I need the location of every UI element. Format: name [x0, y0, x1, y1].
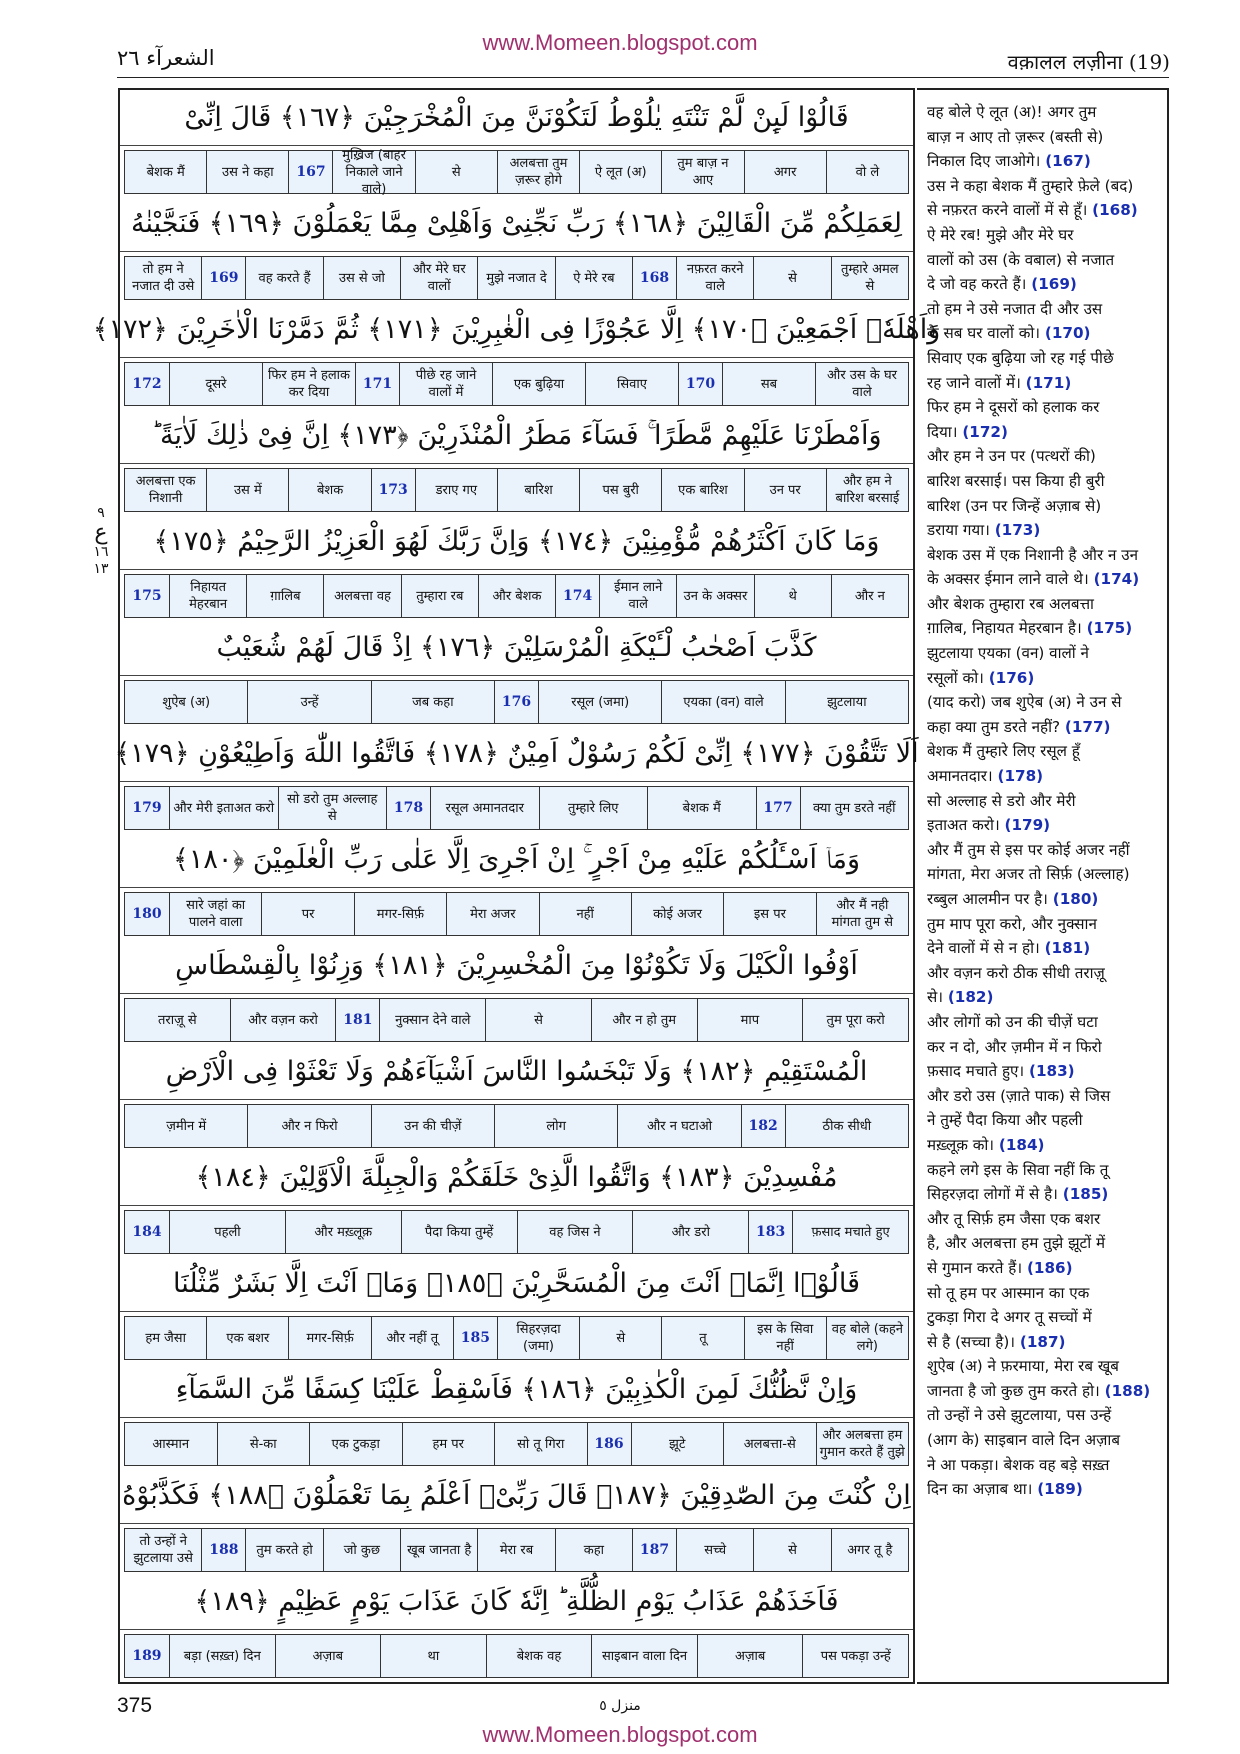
- translation-line: दे जो वह करते हैं। (169): [927, 275, 1077, 294]
- gloss-cell: बेशक: [288, 469, 370, 511]
- arabic-verse-line: اَلَا تَتَّقُوْنَ ﴿١٧٧﴾ اِنِّیْ لَكُمْ رَسُوْلٌ اَمِيْنٌ ﴿١٧٨﴾ فَاتَّقُوا اللّٰهَ وَاَطِيْعُوْنِ ﴿١٧٩﴾: [120, 726, 913, 782]
- gloss-cell: दूसरे: [169, 363, 262, 405]
- translation-verse-number: (177): [1064, 717, 1111, 736]
- translation-verse-number: (173): [994, 521, 1041, 540]
- gloss-cell: थे: [754, 575, 831, 617]
- translation-line: (याद करो) जब शुऐब (अ) ने उन से: [927, 693, 1122, 712]
- gloss-cell: वह बोले (कहने लगे): [826, 1317, 908, 1359]
- translation-line: दिन का अज़ाब था। (189): [927, 1480, 1083, 1499]
- verse-number-cell: 183: [748, 1211, 792, 1253]
- gloss-cell: और मेरी इताअत करो: [169, 787, 278, 829]
- gloss-cell: डराए गए: [415, 469, 497, 511]
- gloss-cell: रसूल अमानतदार: [430, 787, 539, 829]
- gloss-cell: अज़ाब: [697, 1635, 803, 1677]
- gloss-cell: से-का: [217, 1423, 310, 1465]
- gloss-cell: तुम करते हो: [245, 1529, 322, 1571]
- gloss-cell: शुऐब (अ): [162, 694, 211, 710]
- gloss-cell: फ़साद मचाते हुए: [792, 1211, 908, 1253]
- translation-line: और तू सिर्फ़ हम जैसा एक बशर: [927, 1209, 1101, 1228]
- verse-number-cell: 180: [132, 905, 162, 922]
- gloss-cell: तुम्हारे अमल से: [831, 257, 908, 299]
- gloss-cell: से: [753, 257, 830, 299]
- manzil-label: منزل ٥: [599, 1698, 641, 1714]
- gloss-cell: बड़ा (सख़्त) दिन: [169, 1635, 275, 1677]
- gloss-row: [124, 786, 909, 830]
- gloss-cell: से: [415, 151, 497, 193]
- gloss-cell: तुम पूरा करो: [802, 999, 908, 1041]
- translation-verse-number: (182): [947, 988, 994, 1007]
- translation-verse-number: (176): [988, 668, 1035, 687]
- gloss-cell: सब: [722, 363, 815, 405]
- verse-number-cell: 176: [494, 681, 538, 723]
- gloss-cell: हम जैसा: [145, 1330, 186, 1346]
- verse-number-cell: 185: [453, 1317, 497, 1359]
- gloss-cell: मुझे नजात दे: [477, 257, 554, 299]
- gloss-cell: ग़ालिब: [246, 575, 323, 617]
- gloss-cell: सारे जहां का पालने वाला: [169, 893, 261, 935]
- gloss-cell: और बेशक: [478, 575, 555, 617]
- verse-number-cell: 184: [132, 1223, 162, 1240]
- verse-block: [120, 1044, 913, 1150]
- gloss-cell: सिवाए: [585, 363, 678, 405]
- translation-verse-number: (183): [1029, 1062, 1075, 1081]
- gloss-cell: बारिश: [497, 469, 579, 511]
- translation-verse-number: (186): [1026, 1258, 1073, 1277]
- verse-block: [120, 938, 913, 1044]
- translation-line: मख़्लूक़ को। (184): [927, 1135, 1045, 1154]
- verse-number-cell: 170: [678, 363, 722, 405]
- gloss-row: [124, 1528, 909, 1572]
- verse-number-cell: 187: [632, 1529, 676, 1571]
- gloss-row: [124, 256, 909, 300]
- gloss-cell: और उस के घर वाले: [815, 363, 908, 405]
- gloss-cell: उस में: [206, 469, 288, 511]
- arabic-verse-line: اَوْفُوا الْكَيْلَ وَلَا تَكُوْنُوْا مِنَ الْمُخْسِرِيْنَ ﴿١٨١﴾ وَزِنُوْا بِالْقِسْطَاسِ: [120, 938, 913, 994]
- gloss-row: [124, 468, 909, 512]
- gloss-cell: और मख़्लूक़: [285, 1211, 401, 1253]
- translation-line: कर न दो, और ज़मीन में न फिरो: [927, 1037, 1102, 1056]
- gloss-cell: और डरो: [632, 1211, 748, 1253]
- translation-line: जानता है जो कुछ तुम करते हो। (188): [927, 1381, 1151, 1400]
- gloss-cell: ऐ मेरे रब: [555, 257, 632, 299]
- ruku-marker-line: ١٣: [93, 561, 109, 577]
- verse-number-cell: 171: [355, 363, 399, 405]
- gloss-cell: मगर-सिर्फ़: [288, 1317, 370, 1359]
- verse-block: [120, 408, 913, 514]
- translation-verse-number: (187): [1019, 1332, 1066, 1351]
- gloss-cell: सो तू गिरा: [494, 1423, 587, 1465]
- gloss-cell: उन के अक्सर: [676, 575, 753, 617]
- translation-line: से है (सच्चा है)। (187): [927, 1332, 1066, 1351]
- translation-verse-number: (169): [1031, 275, 1077, 294]
- surah-name: الشعرآء ٢٦: [117, 46, 215, 70]
- translation-line: के अक्सर ईमान लाने वाले थे। (174): [927, 570, 1140, 589]
- translation-line: सो तू हम पर आस्मान का एक: [927, 1283, 1090, 1302]
- gloss-cell: पस पकड़ा उन्हें: [802, 1635, 908, 1677]
- gloss-cell: कहा: [555, 1529, 632, 1571]
- gloss-cell: एक बारिश: [661, 469, 743, 511]
- gloss-cell: नुक्सान देने वाले: [379, 999, 485, 1041]
- translation-line: (आग के) साइबान वाले दिन अज़ाब: [927, 1431, 1120, 1450]
- translation-line: रसूलों को। (176): [927, 668, 1035, 687]
- gloss-cell: एयका (वन) वाले: [661, 681, 784, 723]
- gloss-cell: बेशक वह: [486, 1635, 592, 1677]
- gloss-cell: मुख़्रिज (बाहर निकाले जाने वाले): [332, 151, 414, 193]
- site-url-bottom: www.Momeen.blogspot.com: [482, 1722, 758, 1747]
- translation-line: वह बोले ऐ लूत (अ)! अगर तुम: [927, 103, 1097, 121]
- arabic-verse-line: وَمَاۤ اَسْـَٔلُكُمْ عَلَيْهِ مِنْ اَجْرٍ ۚ اِنْ اَجْرِیَ اِلَّا عَلٰی رَبِّ الْعٰلَمِيْنَ ﴿١٨٠﴾: [120, 832, 913, 888]
- arabic-verse-line: اِنْ كُنْتَ مِنَ الصّٰدِقِيْنَ ﴿١٨٧﴾ قَالَ رَبِّیْۤ اَعْلَمُ بِمَا تَعْمَلُوْنَ ﴿١٨٨﴾ فَكَذَّبُوْهُ: [120, 1468, 913, 1524]
- gloss-cell: अगर तू है: [831, 1529, 908, 1571]
- translation-line: ऐ मेरे रब! मुझे और मेरे घर: [927, 225, 1074, 244]
- translation-line: तो हम ने उसे नजात दी और उस: [927, 299, 1103, 318]
- translation-line: ने तुम्हें पैदा किया और पहली: [927, 1111, 1083, 1130]
- gloss-row: [124, 1422, 909, 1466]
- gloss-cell: पहली: [169, 1211, 285, 1253]
- translation-line: उस ने कहा बेशक मैं तुम्हारे फ़ेले (बद): [927, 176, 1134, 195]
- gloss-cell: पर: [261, 893, 353, 935]
- page-number: 375: [117, 1694, 153, 1717]
- verse-number-cell: 186: [587, 1423, 631, 1465]
- gloss-cell: और न हो तुम: [591, 999, 697, 1041]
- translation-line: दिया। (172): [927, 422, 1008, 441]
- arabic-verse-line: وَاِنْ نَّظُنُّكَ لَمِنَ الْكٰذِبِيْنَ ﴿١٨٦﴾ فَاَسْقِطْ عَلَيْنَا كِسَفًا مِّنَ السَّمَآءِ: [120, 1362, 913, 1418]
- gloss-cell: मेरा रब: [477, 1529, 554, 1571]
- translation-verse-number: (178): [997, 767, 1044, 786]
- verse-block: [120, 832, 913, 938]
- gloss-cell: जब कहा: [371, 681, 494, 723]
- translation-line: और बेशक तुम्हारा रब अलबत्ता: [927, 594, 1094, 613]
- verse-number-cell: 173: [371, 469, 415, 511]
- verse-block: [120, 514, 913, 620]
- translation-line: और लोगों को उन की चीज़ें घटा: [927, 1012, 1098, 1031]
- gloss-cell: एक टुकड़ा: [309, 1423, 402, 1465]
- verse-block: [120, 196, 913, 302]
- gloss-cell: और मेरे घर वालों: [400, 257, 477, 299]
- gloss-cell: क्या तुम डरते नहीं: [800, 787, 909, 829]
- translation-line: डराया गया। (173): [927, 521, 1041, 540]
- gloss-row: [124, 147, 909, 197]
- gloss-row: [124, 998, 909, 1042]
- gloss-cell: उन्हें: [247, 681, 370, 723]
- gloss-cell: और अलबत्ता हम गुमान करते हैं तुझे: [816, 1423, 909, 1465]
- translation-line: रह जाने वालों में। (171): [927, 373, 1072, 392]
- gloss-cell: सो डरो तुम अल्लाह से: [278, 787, 387, 829]
- gloss-row: [124, 892, 909, 936]
- gloss-cell: अज़ाब: [275, 1635, 381, 1677]
- gloss-cell: झुटलाया: [785, 681, 908, 723]
- translation-line: मांगता, मेरा अजर तो सिर्फ़ (अल्लाह): [927, 865, 1130, 884]
- gloss-cell: ईमान लाने वाले: [599, 575, 676, 617]
- gloss-cell: नफ़रत करने वाले: [676, 257, 753, 299]
- verse-block: [120, 620, 913, 726]
- gloss-row: [124, 1634, 909, 1678]
- translation-verse-number: (188): [1104, 1381, 1151, 1400]
- gloss-cell: पस बुरी: [579, 469, 661, 511]
- site-url-top: www.Momeen.blogspot.com: [482, 30, 758, 55]
- translation-line: बाज़ न आए तो ज़रूर (बस्ती से): [927, 127, 1104, 146]
- translation-line: और डरो उस (ज़ाते पाक) से जिस: [927, 1086, 1111, 1105]
- gloss-cell: अलबत्ता तुम ज़रूर होगे: [497, 151, 579, 193]
- verse-number-cell: 182: [741, 1105, 785, 1147]
- gloss-cell: बेशक मैं: [647, 787, 756, 829]
- gloss-cell: लोग: [494, 1105, 617, 1147]
- gloss-cell: फिर हम ने हलाक कर दिया: [262, 363, 355, 405]
- gloss-cell: और न फिरो: [247, 1105, 370, 1147]
- verse-block: [92, 302, 941, 408]
- arabic-verse-line: وَمَا كَانَ اَكْثَرُهُمْ مُّؤْمِنِيْنَ ﴿١٧٤﴾ وَاِنَّ رَبَّكَ لَهُوَ الْعَزِيْزُ الرَّحِيْمُ ﴿١٧٥﴾: [120, 514, 913, 570]
- translation-line: बेशक मैं तुम्हारे लिए रसूल हूँ: [927, 742, 1080, 761]
- translation-verse-number: (174): [1093, 570, 1140, 589]
- gloss-cell: तुम्हारे लिए: [539, 787, 648, 829]
- verse-number-cell: 178: [386, 787, 430, 829]
- gloss-cell: अलबत्ता एक निशानी: [135, 474, 196, 506]
- ruku-marker: [88, 505, 114, 578]
- translation-line: रब्बुल आलमीन पर है। (180): [927, 890, 1099, 908]
- gloss-cell: माप: [697, 999, 803, 1041]
- translation-line: सिवाए एक बुढ़िया जो रह गई पीछे: [927, 348, 1114, 367]
- gloss-cell: खूब जानता है: [400, 1529, 477, 1571]
- gloss-cell: नहीं: [539, 893, 631, 935]
- verse-number-cell: 188: [201, 1529, 245, 1571]
- translation-line: सो अल्लाह से डरो और मेरी: [927, 791, 1076, 810]
- translation-line: फ़साद मचाते हुए। (183): [927, 1062, 1075, 1081]
- ruku-marker-line: ع: [94, 520, 108, 545]
- translation-line: अमानतदार। (178): [927, 767, 1044, 786]
- gloss-cell: से: [753, 1529, 830, 1571]
- translation-line: और हम ने उन पर (पत्थरों की): [927, 447, 1096, 466]
- translation-line: बारिश बरसाई। पस किया ही बुरी: [927, 471, 1105, 490]
- verse-block: [120, 1574, 913, 1680]
- translation-line: ने आ पकड़ा। बेशक वह बड़े सख़्त: [927, 1455, 1110, 1474]
- verse-block: [120, 90, 913, 196]
- translation-verse-number: (184): [998, 1135, 1045, 1154]
- gloss-cell: अलबत्ता वह: [323, 575, 400, 617]
- gloss-cell: अगर: [744, 151, 826, 193]
- verse-block: [120, 1468, 913, 1574]
- gloss-cell: और न घटाओ: [617, 1105, 740, 1147]
- translation-line: शुऐब (अ) ने फ़रमाया, मेरा रब खूब: [927, 1357, 1119, 1376]
- gloss-cell: से: [485, 999, 591, 1041]
- gloss-row: [124, 362, 909, 406]
- translation-line: ग़ालिब, निहायत मेहरबान है। (175): [927, 619, 1133, 638]
- translation-line: इताअत करो। (179): [927, 816, 1051, 835]
- header-divider: [117, 77, 1169, 78]
- gloss-cell: हम पर: [402, 1423, 495, 1465]
- translation-verse-number: (179): [1004, 816, 1051, 835]
- gloss-cell: तराज़ू से: [157, 1012, 197, 1028]
- translation-line: टुकड़ा गिरा दे अगर तू सच्चों में: [927, 1308, 1092, 1327]
- gloss-cell: और वज़न करो: [230, 999, 336, 1041]
- translation-verse-number: (170): [1044, 324, 1091, 343]
- gloss-cell: जो कुछ: [323, 1529, 400, 1571]
- translation-line: तुम माप पूरा करो, और नुक्सान: [927, 914, 1097, 933]
- gloss-cell: उन पर: [744, 469, 826, 511]
- gloss-cell: रसूल (जमा): [538, 681, 661, 723]
- gloss-cell: इस के सिवा नहीं: [744, 1317, 826, 1359]
- verse-block: [120, 1150, 913, 1256]
- gloss-cell: एक बशर: [206, 1317, 288, 1359]
- gloss-cell: और न: [831, 575, 908, 617]
- gloss-cell: था: [380, 1635, 486, 1677]
- gloss-cell: निहायत मेहरबान: [169, 575, 246, 617]
- gloss-cell: और हम ने बारिश बरसाई: [826, 469, 908, 511]
- gloss-cell: तो उन्हों ने झुटलाया उसे: [133, 1534, 193, 1566]
- gloss-cell: से: [579, 1317, 661, 1359]
- translation-line: से। (182): [927, 988, 994, 1007]
- verse-number-cell: 174: [555, 575, 599, 617]
- gloss-cell: पैदा किया तुम्हें: [401, 1211, 517, 1253]
- translation-line: बारिश (उन पर जिन्हें अज़ाब से): [927, 496, 1102, 515]
- arabic-verse-line: الْمُسْتَقِيْمِ ﴿١٨٢﴾ وَلَا تَبْخَسُوا النَّاسَ اَشْيَآءَهُمْ وَلَا تَعْثَوْا فِی الْاَرْضِ: [120, 1044, 913, 1100]
- arabic-verse-line: فَاَخَذَهُمْ عَذَابُ يَوْمِ الظُّلَّةِ ؕ اِنَّهٗ كَانَ عَذَابَ يَوْمٍ عَظِيْمٍ ﴿١٨٩﴾: [120, 1574, 913, 1630]
- gloss-cell: ज़मीन में: [166, 1118, 207, 1134]
- translation-column: [917, 88, 1169, 1684]
- gloss-row: [124, 1104, 909, 1148]
- arabic-verse-line: كَذَّبَ اَصْحٰبُ لْـَٔيْكَةِ الْمُرْسَلِيْنَ ﴿١٧٦﴾ اِذْ قَالَ لَهُمْ شُعَيْبٌ: [120, 620, 913, 676]
- ruku-marker-line: ٩: [97, 505, 105, 521]
- gloss-cell: पीछे रह जाने वालों में: [399, 363, 492, 405]
- arabic-verse-line: لِعَمَلِكُمْ مِّنَ الْقَالِيْنَ ﴿١٦٨﴾ رَبِّ نَجِّنِیْ وَاَهْلِیْ مِمَّا يَعْمَلُوْنَ ﴿١٦٩﴾ فَنَجَّيْنٰهُ: [120, 196, 913, 252]
- juz-name: वक़ालल लज़ीना (19): [1007, 50, 1170, 74]
- verse-number-cell: 181: [335, 999, 379, 1041]
- gloss-cell: सच्चे: [676, 1529, 753, 1571]
- translation-verse-number: (172): [962, 422, 1008, 441]
- gloss-cell: मेरा अजर: [446, 893, 538, 935]
- translation-line: और मैं तुम से इस पर कोई अजर नहीं: [927, 840, 1130, 859]
- gloss-row: [124, 1210, 909, 1254]
- translation-line: फिर हम ने दूसरों को हलाक कर: [927, 398, 1100, 417]
- verse-number-cell: 168: [632, 257, 676, 299]
- gloss-cell: तू: [661, 1317, 743, 1359]
- arabic-verse-line: وَاَمْطَرْنَا عَلَيْهِمْ مَّطَرًا ۚ فَسَآءَ مَطَرُ الْمُنْذَرِيْنَ ﴿١٧٣﴾ اِنَّ فِیْ ذٰلِكَ لَاٰيَةً ؕ: [120, 408, 913, 464]
- translation-line: से गुमान करते हैं। (186): [927, 1258, 1073, 1277]
- verse-number-cell: 177: [756, 787, 800, 829]
- translation-verse-number: (189): [1037, 1480, 1083, 1499]
- gloss-cell: वो ले: [826, 151, 908, 193]
- translation-line: देने वालों में से न हो। (181): [927, 939, 1091, 958]
- gloss-cell: उन की चीज़ें: [371, 1105, 494, 1147]
- translation-line: बेशक उस में एक निशानी है और न उन: [927, 545, 1138, 564]
- gloss-cell: एक बुढ़िया: [492, 363, 585, 405]
- translation-line: झुटलाया एयका (वन) वालों ने: [927, 644, 1089, 663]
- ruku-marker-line: ١٦: [93, 544, 109, 560]
- gloss-cell: और मैं नही मांगता तुम से: [816, 893, 908, 935]
- gloss-cell: सिहरज़दा (जमा): [497, 1317, 579, 1359]
- translation-line: कहा क्या तुम डरते नहीं? (177): [927, 717, 1111, 736]
- translation-line: सिहरज़दा लोगों में से है। (185): [927, 1185, 1109, 1204]
- gloss-cell: झूटे: [631, 1423, 724, 1465]
- gloss-cell: तुम बाज़ न आए: [661, 151, 743, 193]
- arabic-verse-line: قَالُوْا لَىِٕنْ لَّمْ تَنْتَهِ يٰلُوْطُ لَتَكُوْنَنَّ مِنَ الْمُخْرَجِيْنَ ﴿١٦٧﴾ قَالَ اِنِّیْ: [120, 90, 913, 146]
- gloss-cell: ठीक सीधी: [785, 1105, 908, 1147]
- gloss-cell: अलबत्ता-से: [723, 1423, 816, 1465]
- verse-number-cell: 167: [288, 151, 332, 193]
- gloss-cell: वह करते हैं: [245, 257, 322, 299]
- verse-number-cell: 169: [201, 257, 245, 299]
- translation-line: निकाल दिए जाओगे। (167): [927, 152, 1091, 171]
- verse-number-cell: 172: [132, 375, 162, 392]
- gloss-cell: तुम्हारा रब: [401, 575, 478, 617]
- gloss-row: [124, 680, 909, 724]
- gloss-row: [124, 1316, 909, 1360]
- translation-verse-number: (167): [1045, 152, 1091, 171]
- translation-line: तो उन्हों ने उसे झुटलाया, पस उन्हें: [927, 1406, 1112, 1425]
- translation-line: और वज़न करो ठीक सीधी तराज़ू: [927, 963, 1105, 982]
- translation-verse-number: (181): [1044, 939, 1091, 958]
- verse-number-cell: 179: [132, 799, 162, 816]
- gloss-cell: इस पर: [723, 893, 815, 935]
- gloss-cell: उस से जो: [323, 257, 400, 299]
- gloss-cell: वह जिस ने: [517, 1211, 633, 1253]
- translation-line: से नफ़रत करने वालों में से हूँ। (168): [927, 201, 1138, 220]
- arabic-verse-line: مُفْسِدِيْنَ ﴿١٨٣﴾ وَاتَّقُوا الَّذِیْ خَلَقَكُمْ وَالْجِبِلَّةَ الْاَوَّلِيْنَ ﴿١٨٤﴾: [120, 1150, 913, 1206]
- gloss-cell: आस्मान: [152, 1436, 190, 1452]
- gloss-cell: मगर-सिर्फ़: [354, 893, 446, 935]
- translation-verse-number: (180): [1052, 890, 1099, 908]
- gloss-cell: उस ने कहा: [206, 151, 288, 193]
- translation-verse-number: (171): [1025, 373, 1072, 392]
- gloss-cell: ऐ लूत (अ): [579, 151, 661, 193]
- translation-line: के सब घर वालों को। (170): [927, 324, 1091, 343]
- verse-number-cell: 189: [132, 1647, 162, 1664]
- translation-line: कहने लगे इस के सिवा नहीं कि तू: [927, 1160, 1109, 1179]
- gloss-cell: बेशक मैं: [146, 164, 185, 180]
- gloss-cell: और नहीं तू: [371, 1317, 453, 1359]
- arabic-verse-line: وَاَهْلَهٗۤ اَجْمَعِيْنَ ﴿١٧٠﴾ اِلَّا عَجُوْزًا فِی الْغٰبِرِيْنَ ﴿١٧١﴾ ثُمَّ دَمَّرْنَا الْاٰخَرِيْنَ ﴿١٧٢﴾: [120, 302, 913, 358]
- translation-line: वालों को उस (के वबाल) से नजात: [927, 250, 1115, 269]
- gloss-cell: तो हम ने नजात दी उसे: [132, 262, 195, 294]
- verse-number-cell: 175: [132, 587, 162, 604]
- gloss-cell: साइबान वाला दिन: [591, 1635, 697, 1677]
- translation-verse-number: (185): [1062, 1185, 1109, 1204]
- translation-verse-number: (175): [1086, 619, 1133, 638]
- gloss-cell: कोई अजर: [631, 893, 723, 935]
- translation-verse-number: (168): [1092, 201, 1138, 220]
- verse-block: [120, 1256, 913, 1362]
- verse-block: [114, 726, 919, 832]
- arabic-verse-line: قَالُوْۤا اِنَّمَاۤ اَنْتَ مِنَ الْمُسَحَّرِيْنَ ﴿١٨٥﴾ وَمَاۤ اَنْتَ اِلَّا بَشَرٌ مِّثْلُنَا: [120, 1256, 913, 1312]
- translation-line: है, और अलबत्ता हम तुझे झूटों में: [927, 1234, 1106, 1253]
- verse-block: [120, 1362, 913, 1468]
- gloss-row: [124, 574, 909, 618]
